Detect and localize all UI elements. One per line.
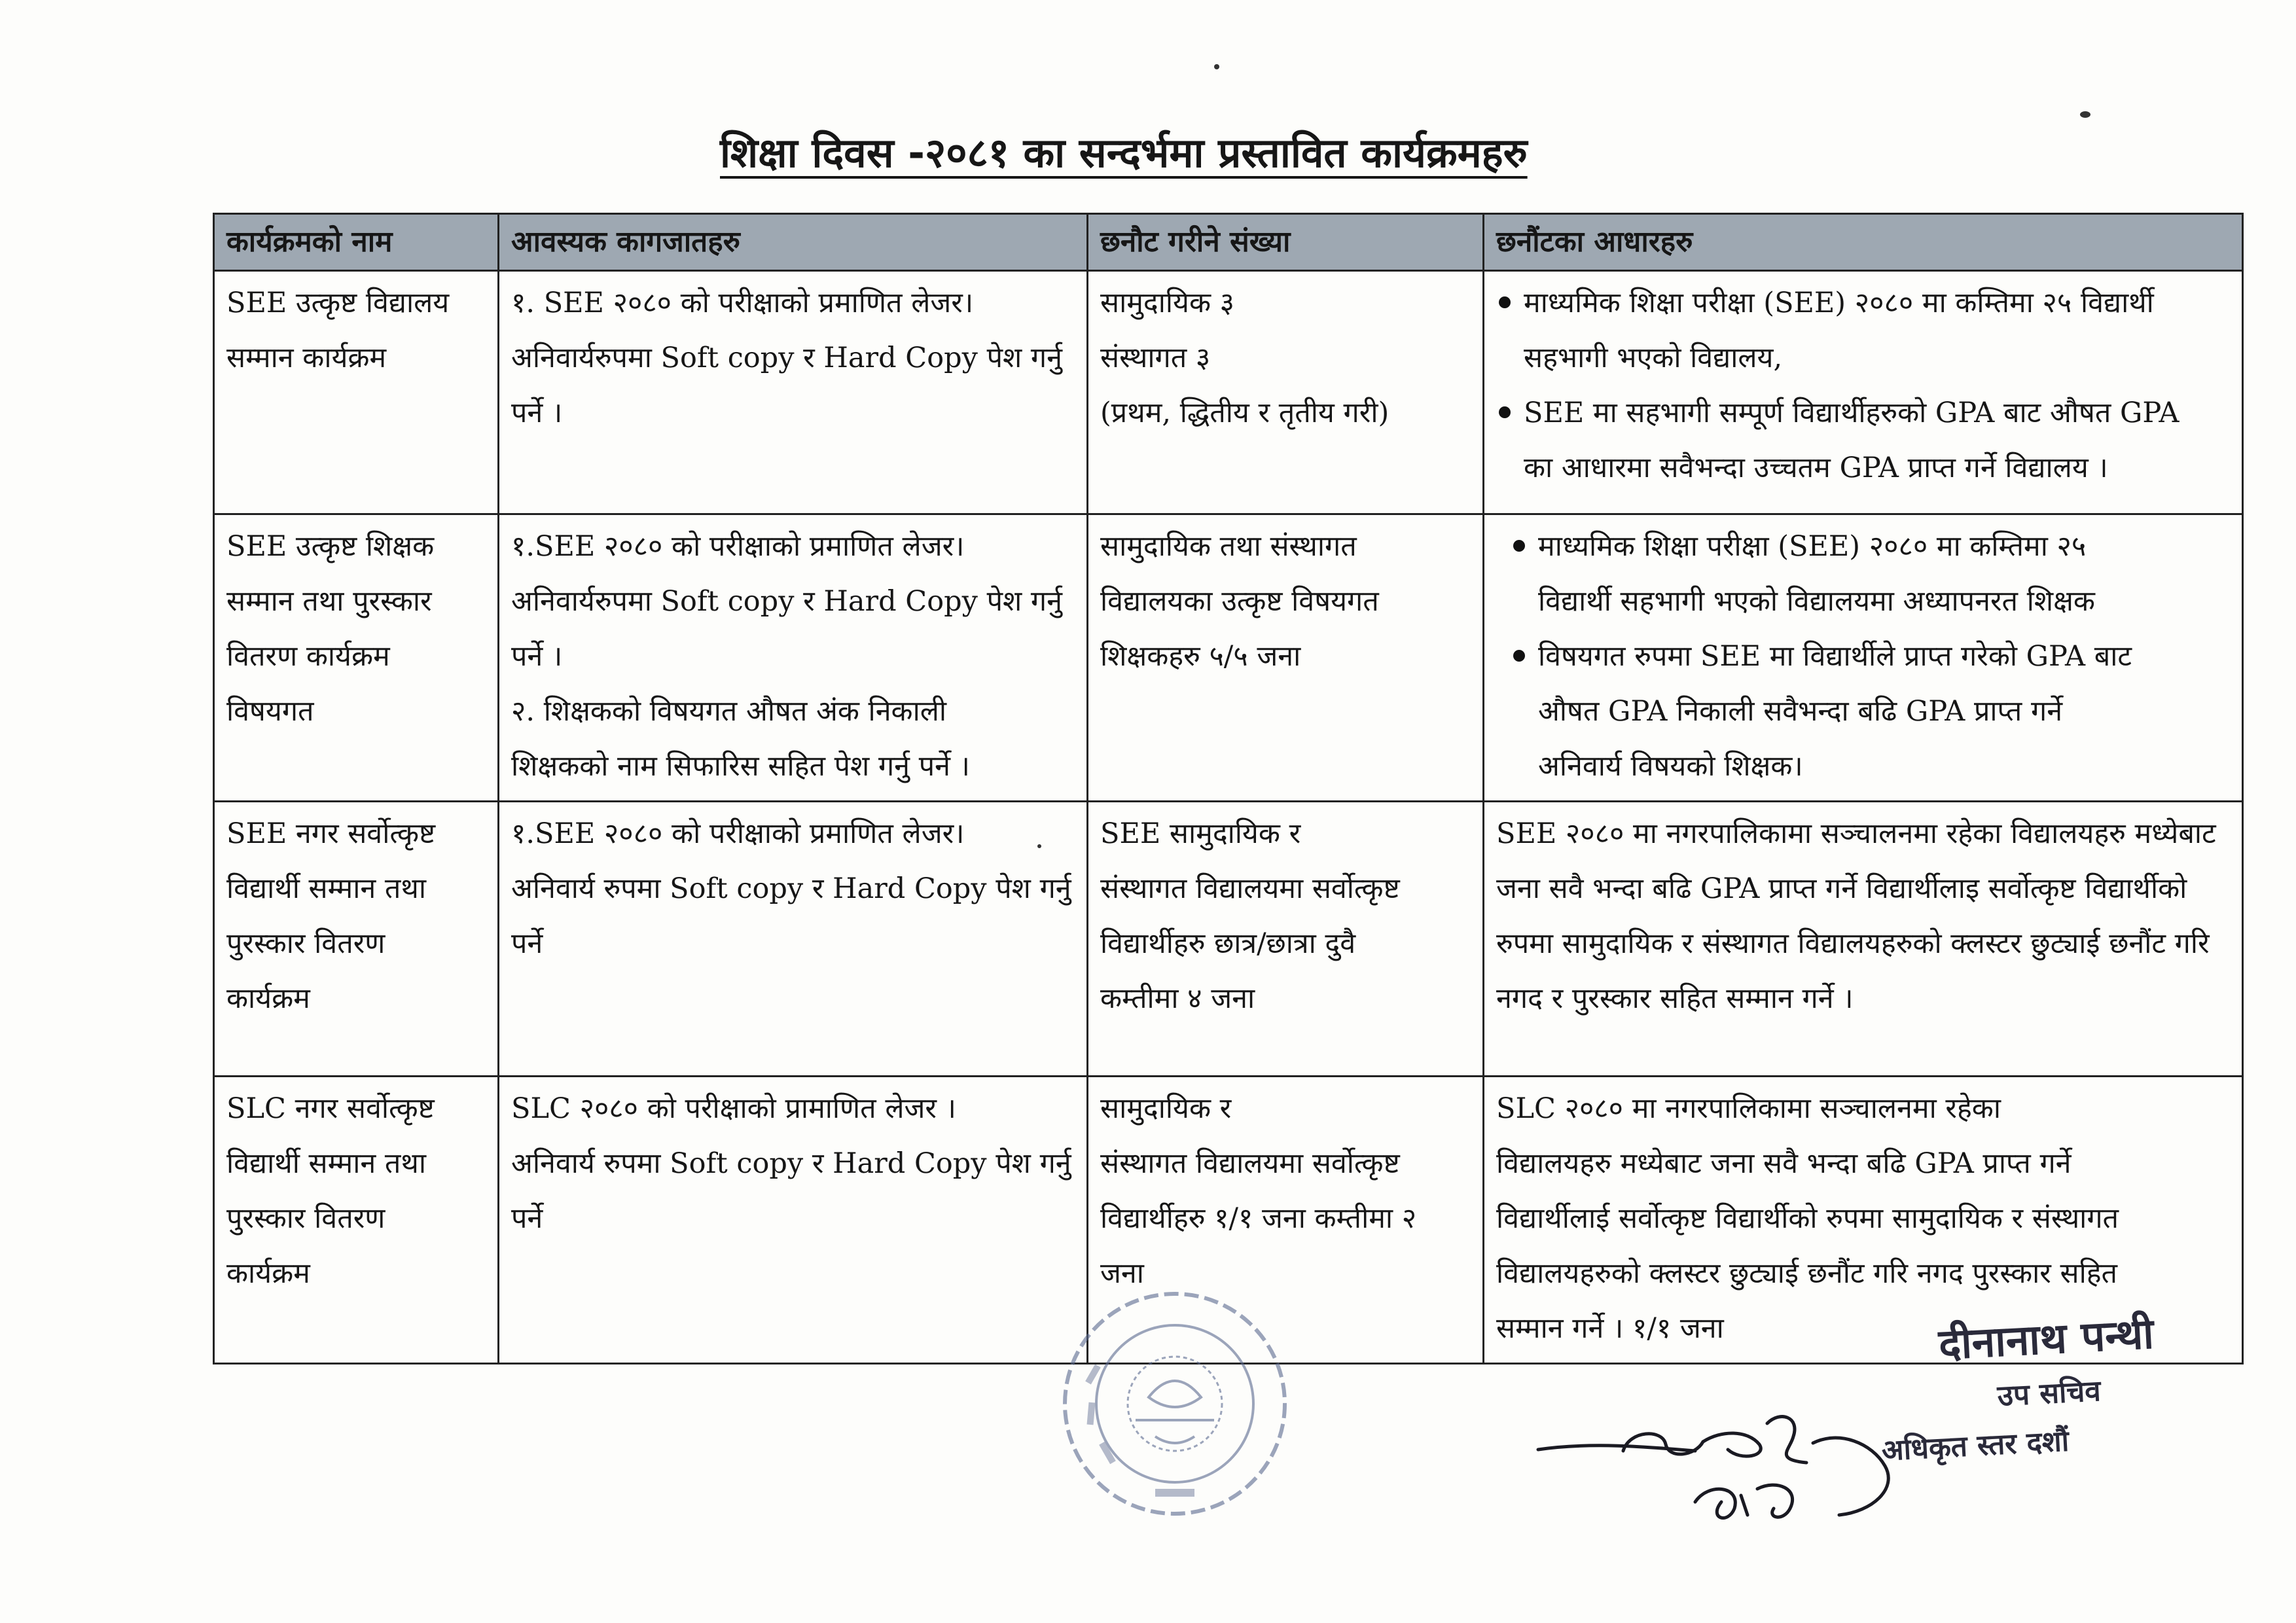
signatory-block [1874,1300,2222,1469]
documents-cell [499,802,1088,1077]
cell-line: वितरण कार्यक्रम [226,640,390,673]
signatory-rank: अधिकृत स्तर दशौं [1880,1424,2070,1468]
criteria-paragraph: SEE २०८० मा नगरपालिकामा सञ्चालनमा रहेका विद्यालयहरु मध्येबाट जना सवै भन्दा बढि GPA प्राप्त गर्ने विद्यार्थीलाइ सर्वोत्कृष्ट विद्यार्थीको रुपमा सामुदायिक र संस्थागत विद्यालयहरुको क्लस्टर छुट्याई छनौंट गरि नगद र पुरस्कार सहित सम्मान गर्ने । [1496,817,2216,1015]
program-name-cell [214,271,499,514]
criteria-list [1511,519,2230,794]
criteria-cell [1484,802,2243,1077]
count-cell [1088,802,1484,1077]
handwritten-signature [1532,1404,1898,1541]
criteria-list [1496,276,2230,495]
cell-line: विद्यार्थीहरु १/१ जना कम्तीमा २ [1100,1202,1417,1235]
cell-line: शिक्षकहरु ५/५ जना [1100,640,1301,673]
table-row [214,271,2243,514]
cell-line: सामुदायिक ३ [1100,287,1235,319]
column-header-required-documents: आवस्यक कागजातहरु [499,214,1088,271]
column-header-selection-count: छनौट गरीने संख्या [1088,214,1484,271]
cell-line: पर्ने । [511,397,563,429]
cell-line: अनिवार्य विषयको शिक्षक। [1538,750,1803,783]
cell-line: अनिवार्य रुपमा Soft copy र Hard Copy पेश गर्नु [511,1147,1071,1180]
signatory-name: दीनानाथ पन्थी [1937,1310,2155,1370]
cell-line: २. शिक्षकको विषयगत औषत अंक निकाली [511,695,947,728]
cell-line: SLC नगर सर्वोत्कृष्ट [226,1092,435,1125]
cell-line: विद्यार्थीहरु छात्र/छात्रा दुवै [1100,927,1356,960]
cell-line: विद्यार्थीलाई सर्वोत्कृष्ट विद्यार्थीको रुपमा सामुदायिक र संस्थागत [1496,1202,2119,1235]
cell-line: विषयगत [226,695,314,728]
cell-line: विद्यालयहरु मध्येबाट जना सवै भन्दा बढि GPA प्राप्त गर्ने [1496,1147,2072,1180]
cell-line: विद्यालयहरुको क्लस्टर छुट्याई छनौंट गरि नगद पुरस्कार सहित [1496,1257,2118,1290]
cell-line: (प्रथम, द्धितीय र तृतीय गरी) [1100,397,1390,429]
documents-cell [499,514,1088,802]
program-name-cell [214,514,499,802]
documents-cell [499,271,1088,514]
criteria-bullet [1511,629,2230,794]
cell-line: जना [1100,1257,1144,1290]
cell-line: पुरस्कार वितरण [226,927,386,960]
cell-line: विद्यार्थी सम्मान तथा [226,872,426,905]
cell-line: संस्थागत विद्यालयमा सर्वोत्कृष्ट [1100,872,1400,905]
page-title: शिक्षा दिवस -२०८१ का सन्दर्भमा प्रस्तावित कार्यक्रमहरु [720,129,1528,177]
cell-line: सम्मान गर्ने । १/१ जना [1496,1312,1724,1345]
criteria-cell [1484,271,2243,514]
cell-line: माध्यमिक शिक्षा परीक्षा (SEE) २०८० मा कम्तिमा २५ विद्यार्थी [1524,287,2154,319]
scan-speck [1214,64,1219,69]
cell-line: औषत GPA निकाली सवैभन्दा बढि GPA प्राप्त गर्ने [1538,695,2063,728]
cell-line: कार्यक्रम [226,1257,310,1290]
cell-line: सम्मान तथा पुरस्कार [226,585,432,618]
cell-line: SEE उत्कृष्ट विद्यालय [226,287,450,319]
cell-line: SEE सामुदायिक र [1100,817,1301,850]
cell-line: SEE मा सहभागी सम्पूर्ण विद्यार्थीहरुको GPA बाट औषत GPA [1524,397,2179,429]
cell-line: पुरस्कार वितरण [226,1202,386,1235]
cell-line: संस्थागत विद्यालयमा सर्वोत्कृष्ट [1100,1147,1400,1180]
cell-line: कम्तीमा ४ जना [1100,982,1255,1015]
cell-line: पर्ने [511,1202,543,1235]
cell-line: विद्यार्थी सहभागी भएको विद्यालयमा अध्यापनरत शिक्षक [1538,585,2095,618]
cell-line: संस्थागत ३ [1100,342,1211,374]
cell-line: सामुदायिक र [1100,1092,1232,1125]
signatory-role: उप सचिव [1996,1374,2102,1414]
count-cell [1088,271,1484,514]
cell-line: कार्यक्रम [226,982,310,1015]
cell-line: १.SEE २०८० को परीक्षाको प्रमाणित लेजर। [511,530,965,563]
column-header-program-name: कार्यक्रमको नाम [214,214,499,271]
cell-line: विद्यार्थी सम्मान तथा [226,1147,426,1180]
cell-line: माध्यमिक शिक्षा परीक्षा (SEE) २०८० मा कम्तिमा २५ [1538,530,2087,563]
column-header-selection-criteria: छनौंटका आधारहरु [1484,214,2243,271]
cell-line: १.SEE २०८० को परीक्षाको प्रमाणित लेजर। [511,817,965,850]
cell-line: विद्यालयका उत्कृष्ट विषयगत [1100,585,1379,618]
documents-cell [499,1077,1088,1364]
office-seal-stamp [1057,1286,1293,1522]
header-row [214,214,2243,271]
cell-line: SEE उत्कृष्ट शिक्षक [226,530,435,563]
cell-line: सामुदायिक तथा संस्थागत [1100,530,1357,563]
cell-line: शिक्षकको नाम सिफारिस सहित पेश गर्नु पर्ने । [511,750,970,783]
criteria-bullet [1496,385,2230,495]
table-row [214,802,2243,1077]
cell-line: पर्ने [511,927,543,960]
criteria-bullet [1496,276,2230,385]
cell-line: १. SEE २०८० को परीक्षाको प्रमाणित लेजर। [511,287,974,319]
cell-line: अनिवार्यरुपमा Soft copy र Hard Copy पेश गर्नु [511,585,1062,618]
cell-line: का आधारमा सवैभन्दा उच्चतम GPA प्राप्त गर्ने विद्यालय । [1524,452,2108,484]
scan-speck [2080,111,2090,118]
criteria-bullet [1511,519,2230,629]
criteria-cell [1484,514,2243,802]
program-name-cell [214,802,499,1077]
cell-line: सम्मान कार्यक्रम [226,342,387,374]
cell-line: SLC २०८० मा नगरपालिकामा सञ्चालनमा रहेका [1496,1092,2001,1125]
table-row [214,514,2243,802]
cell-line: अनिवार्य रुपमा Soft copy र Hard Copy पेश गर्नु [511,872,1071,905]
cell-line: विषयगत रुपमा SEE मा विद्यार्थीले प्राप्त गरेको GPA बाट [1538,640,2132,673]
cell-line: SEE नगर सर्वोत्कृष्ट [226,817,436,850]
cell-line: पर्ने । [511,640,563,673]
cell-line: SLC २०८० को परीक्षाको प्रामाणित लेजर । [511,1092,956,1125]
scan-speck [1037,844,1041,848]
program-table [213,213,2244,1364]
program-name-cell [214,1077,499,1364]
cell-line: अनिवार्यरुपमा Soft copy र Hard Copy पेश गर्नु [511,342,1062,374]
count-cell [1088,514,1484,802]
cell-line: सहभागी भएको विद्यालय, [1524,342,1783,374]
